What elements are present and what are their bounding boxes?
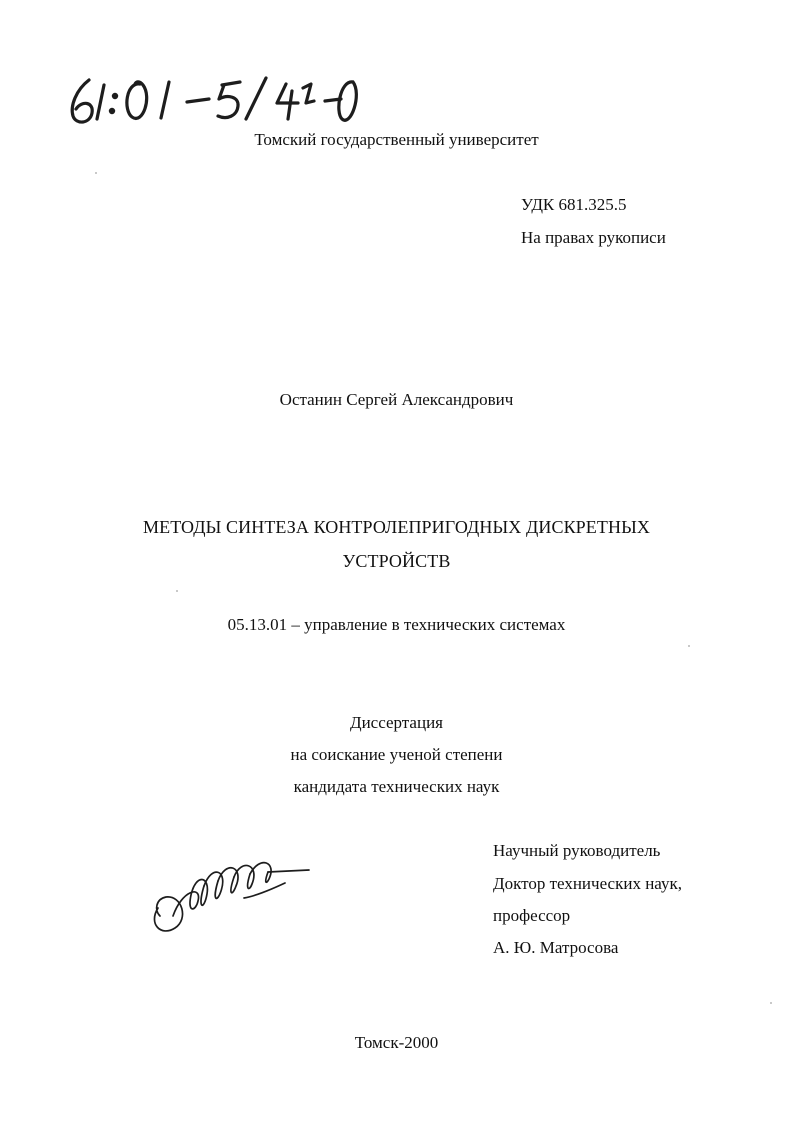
paper-speck xyxy=(176,590,178,592)
supervisor-name: А. Ю. Матросова xyxy=(493,938,619,957)
handwritten-signature xyxy=(148,852,313,942)
supervisor-role: Научный руководитель xyxy=(493,841,661,860)
specialty-code: 05.13.01 – управление в технических системах xyxy=(227,615,566,634)
handwritten-archive-code xyxy=(68,72,358,132)
dissertation-title-line-2: УСТРОЙСТВ xyxy=(342,551,451,571)
udc-code: УДК 681.325.5 xyxy=(521,195,627,214)
degree-line-2: на соискание ученой степени xyxy=(290,745,503,764)
degree-line-1: Диссертация xyxy=(349,713,443,732)
paper-speck xyxy=(688,645,690,647)
place-and-year: Томск-2000 xyxy=(354,1033,439,1052)
supervisor-degree: Доктор технических наук, xyxy=(493,874,682,893)
degree-line-3: кандидата технических наук xyxy=(293,777,500,796)
paper-speck xyxy=(770,1002,772,1004)
paper-speck xyxy=(95,172,97,174)
dissertation-title-line-1: МЕТОДЫ СИНТЕЗА КОНТРОЛЕПРИГОДНЫХ ДИСКРЕТНЫХ xyxy=(143,517,650,537)
author-name: Останин Сергей Александрович xyxy=(279,390,514,409)
manuscript-rights-label: На правах рукописи xyxy=(521,228,666,247)
university-name: Томский государственный университет xyxy=(254,130,539,149)
supervisor-title: профессор xyxy=(493,906,571,925)
